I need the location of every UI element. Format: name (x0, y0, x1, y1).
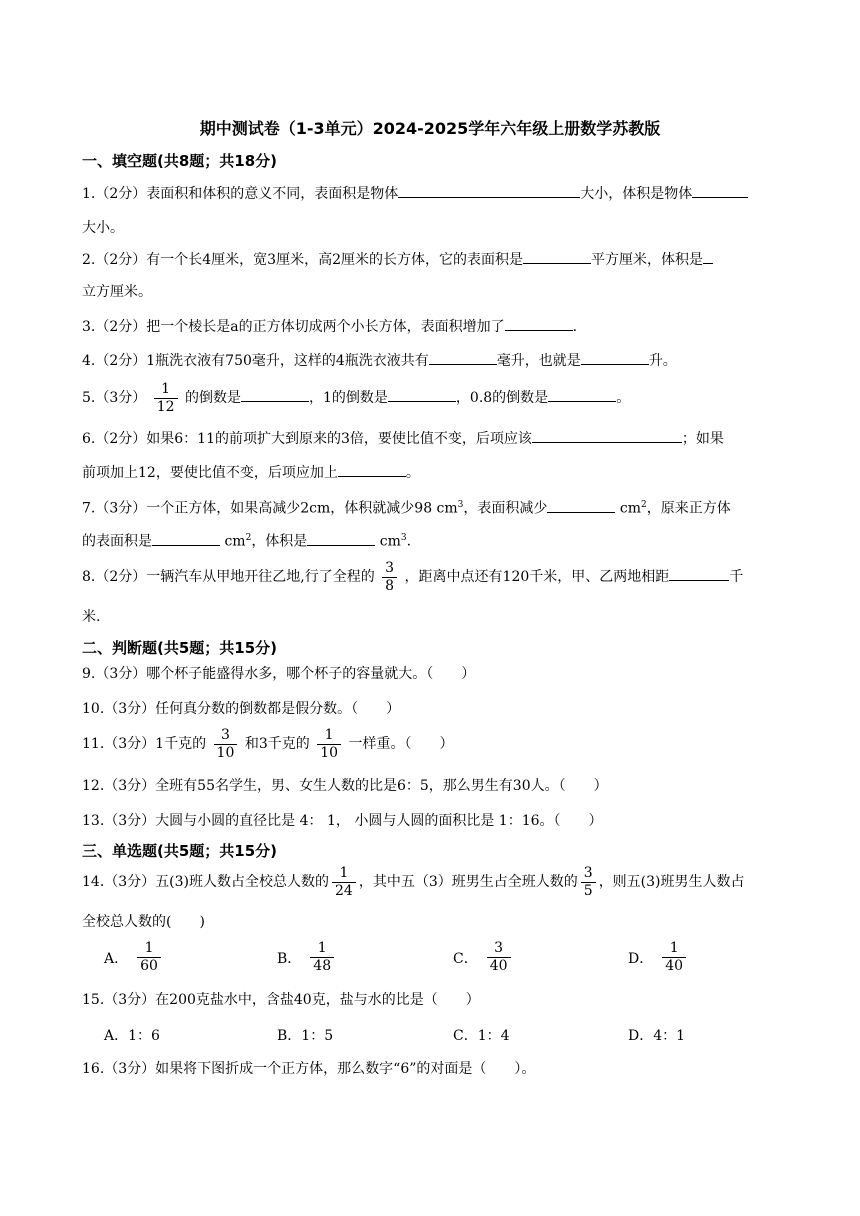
answer-blank[interactable] (429, 350, 497, 365)
fraction: $\frac{1}{10}$ (317, 727, 341, 762)
answer-blank[interactable] (523, 249, 591, 264)
page-title: 期中测试卷（1-3单元）2024-2025学年六年级上册数学苏教版 (199, 119, 661, 138)
answer-blank[interactable] (338, 462, 406, 477)
question-8-cont: 米. (82, 609, 101, 625)
question-14: 14.（3分）五(3)班人数占全校总人数的 $\frac{1}{24}$ ，其中五（3）班男生占全班人数的 $\frac{3}{5}$ ，则五(3)班男生人数占 (82, 864, 745, 899)
answer-blank[interactable] (241, 387, 309, 402)
answer-blank[interactable] (581, 350, 649, 365)
answer-blank[interactable] (307, 531, 375, 546)
fraction: $\frac{3}{8}$ (382, 560, 397, 595)
question-10: 10.（3分）任何真分数的倒数都是假分数。（ ） (82, 701, 401, 717)
question-2-cont: 立方厘米。 (82, 284, 152, 300)
question-13: 13.（3分）大圆与小圆的直径比是 4： 1， 小圆与人圆的面积比是 1：16。（ ） (82, 813, 603, 829)
question-11: 11.（3分）1千克的 $\frac{3}{10}$ 和3千克的 $\frac{1}{10}$ 一样重。（ ） (82, 726, 454, 761)
question-7: 7.（3分）一个正方体，如果高减少2cm，体积就减少98 $cm^3$，表面积减少 $cm^2$，原来正方体 (82, 495, 812, 519)
fraction: $\frac{3}{10}$ (214, 727, 238, 762)
question-14-cont: 全校总人数的( ) (82, 914, 205, 930)
answer-blank[interactable] (692, 183, 748, 198)
question-8: 8.（2分）一辆汽车从甲地开往乙地,行了全程的 $\frac{3}{8}$ ，距离中点还有120千米，甲、乙两地相距 千 (82, 559, 744, 594)
question-15: 15.（3分）在200克盐水中，含盐40克，盐与水的比是（ ） (82, 992, 480, 1008)
question-7-cont: 的表面积是 $cm^2$，体积是 $cm^3$. (82, 528, 812, 552)
question-9: 9.（3分）哪个杯子能盛得水多，哪个杯子的容量就大。（ ） (82, 666, 476, 682)
fraction: $\frac{1}{40}$ (662, 940, 686, 975)
question-5: 5.（3分） $\frac{1}{12}$ 的倒数是 ，1的倒数是 ，0.8的倒数是 。 (82, 380, 631, 415)
section-heading-multiple-choice: 三、单选题(共5题；共15分) (82, 842, 278, 860)
question-1-cont: 大小。 (82, 220, 124, 236)
question-3: 3.（2分）把一个棱长是a的正方体切成两个小长方体，表面积增加了 . (82, 316, 812, 337)
question-12: 12.（3分）全班有55名学生，男、女生人数的比是6：5，那么男生有30人。（ ） (82, 778, 608, 794)
answer-blank[interactable] (388, 387, 456, 402)
answer-blank[interactable] (547, 498, 615, 513)
question-6-cont: 前项加上12，要使比值不变，后项应加上 。 (82, 462, 812, 483)
option-c[interactable]: C．1：4 (453, 1028, 510, 1044)
fraction: $\frac{3}{5}$ (581, 865, 596, 900)
fraction: $\frac{1}{60}$ (137, 940, 161, 975)
option-a[interactable]: A．1：6 (104, 1028, 160, 1044)
question-16: 16.（3分）如果将下图折成一个正方体，那么数字“6”的对面是（ ）。 (82, 1061, 536, 1077)
answer-blank[interactable] (152, 531, 220, 546)
option-b[interactable]: B． $\frac{1}{48}$ (277, 940, 337, 975)
answer-blank[interactable] (398, 183, 580, 198)
answer-blank[interactable] (548, 387, 616, 402)
section-heading-fill-in: 一、填空题(共8题；共18分) (82, 152, 278, 170)
section-heading-true-false: 二、判断题(共5题；共15分) (82, 639, 278, 657)
question-2: 2.（2分）有一个长4厘米，宽3厘米，高2厘米的长方体，它的表面积是 平方厘米，体积是 (82, 249, 812, 270)
option-a[interactable]: A． $\frac{1}{60}$ (104, 940, 164, 975)
option-d[interactable]: D．4：1 (628, 1028, 686, 1044)
option-c[interactable]: C． $\frac{3}{40}$ (453, 940, 514, 975)
fraction: $\frac{1}{12}$ (154, 381, 178, 416)
answer-blank[interactable] (703, 249, 713, 264)
question-1: 1.（2分）表面积和体积的意义不同，表面积是物体 大小，体积是物体 (82, 183, 812, 204)
fraction: $\frac{3}{40}$ (487, 940, 511, 975)
answer-blank[interactable] (532, 428, 682, 443)
answer-blank[interactable] (669, 566, 729, 581)
answer-blank[interactable] (505, 316, 573, 331)
fraction: $\frac{1}{48}$ (310, 940, 334, 975)
option-b[interactable]: B．1：5 (277, 1028, 334, 1044)
option-d[interactable]: D． $\frac{1}{40}$ (628, 940, 689, 975)
fraction: $\frac{1}{24}$ (332, 865, 356, 900)
question-6: 6.（2分）如果6：11的前项扩大到原来的3倍，要使比值不变，后项应该 ；如果 (82, 428, 812, 449)
question-4: 4.（2分）1瓶洗衣液有750毫升，这样的4瓶洗衣液共有 毫升，也就是 升。 (82, 350, 812, 371)
